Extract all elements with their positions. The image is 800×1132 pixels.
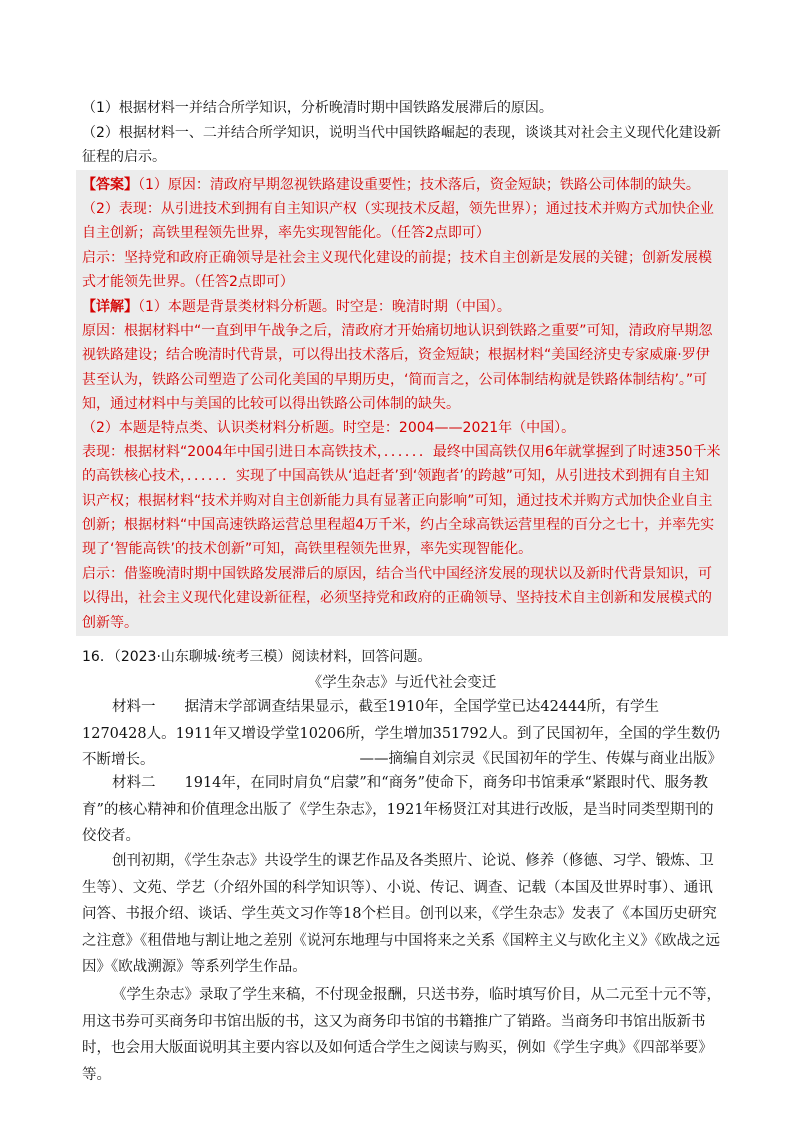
material-1-source: ——摘编自刘宗灵《民国初年的学生、传媒与商业出版》 bbox=[359, 751, 722, 767]
detail-line-3: （2）本题是特点类、认识类材料分析题。时空是：2004——2021年（中国）。 bbox=[82, 420, 576, 436]
answer-text-1: （1）原因：清政府早期忽视铁路建设重要性；技术落后，资金短缺；铁路公司体制的缺失。 bbox=[138, 177, 700, 193]
answer-line-1 bbox=[82, 173, 722, 197]
question-1: （1）根据材料一并结合所学知识，分析晚清时期中国铁路发展滞后的原因。 bbox=[82, 100, 553, 116]
detail-line-1 bbox=[82, 295, 722, 319]
material-1: 材料一 据清末学部调查结果显示，截至1910年，全国学堂已达42444所，有学生1270428人。1911年又增设学堂10206所，学生增加351792人。到了民国初年，全国的学生数仍不断增长。 bbox=[82, 699, 720, 768]
answer-tag: 【答案】 bbox=[82, 177, 138, 193]
detail-text-1: （1）本题是背景类材料分析题。时空是：晚清时期（中国）。 bbox=[138, 299, 511, 315]
detail-line-4: 表现：根据材料“2004年中国引进日本高铁技术，．．．．．．最终中国高铁仅用6年就掌握到了时速350千米的高铁核心技术，．．．．．．实现了中国高铁从‘追赶者’到‘领跑者’的跨越”可知，从引进技术到拥有自主知识产权；根据材料“技术并购对自主创新能力具有显著正向影响”可知，通过技术并购方式加快企业自主创新；根据材料“中国高速铁路运营总里程超4万千米，约占全球高铁运营里程的百分之七十，并率先实现了‘智能高铁’的技术创新”可知，高铁里程领先世界，率先实现智能化。 bbox=[82, 444, 721, 558]
question-16-intro: 16．（2023·山东聊城·统考三模）阅读材料，回答问题。 bbox=[82, 649, 432, 665]
detail-line-5: 启示：借鉴晚清时期中国铁路发展滞后的原因，结合当代中国经济发展的现状以及新时代背景知识，可以得出，社会主义现代化建设新征程，必须坚持党和政府的正确领导、坚持技术自主创新和发展模式的创新等。 bbox=[82, 566, 712, 631]
answer-line-2: （2）表现：从引进技术到拥有自主知识产权（实现技术反超，领先世界）；通过技术并购方式加快企业自主创新；高铁里程领先世界，率先实现智能化。（任答2点即可） bbox=[82, 201, 714, 242]
material-title: 《学生杂志》与近代社会变迁 bbox=[307, 675, 497, 691]
answer-line-3: 启示：坚持党和政府正确领导是社会主义现代化建设的前提；技术自主创新是发展的关键；创新发展模式才能领先世界。（任答2点即可） bbox=[82, 250, 712, 291]
question-2: （2）根据材料一、二并结合所学知识，说明当代中国铁路崛起的表现，谈谈其对社会主义现代化建设新征程的启示。 bbox=[82, 125, 721, 165]
material-2-paragraph-3: 《学生杂志》录取了学生来稿，不付现金报酬，只送书券，临时填写价目，从二元至十元不等，用这书券可买商务印书馆出版的书，这又为商务印书馆的书籍推广了销路。当商务印书馆出版新书时，也会用大版面说明其主要内容以及如何适合学生之阅读与购买，例如《学生字典》《四部举要》等。 bbox=[82, 987, 721, 1083]
detail-line-2: 原因：根据材料中“一直到甲午战争之后，清政府才开始痛切地认识到铁路之重要”可知，清政府早期忽视铁路建设；结合晚清时代背景，可以得出技术落后，资金短缺；根据材料“美国经济史专家威廉·罗伊甚至认为，铁路公司塑造了公司化美国的早期历史，‘简而言之，公司体制结构就是铁路体制结构’。”可知，通过材料中与美国的比较可以得出铁路公司体制的缺失。 bbox=[82, 323, 713, 412]
material-2: 材料二 1914年，在同时肩负“启蒙”和“商务”使命下，商务印书馆秉承“紧跟时代、服务教育”的核心精神和价值理念出版了《学生杂志》，1921年杨贤江对其进行改版，是当时同类型期刊的佼佼者。 bbox=[82, 775, 714, 844]
detail-tag: 【详解】 bbox=[82, 299, 138, 315]
material-2-paragraph-2: 创刊初期，《学生杂志》共设学生的课艺作品及各类照片、论说、修养（修德、习学、锻炼、卫生等）、文苑、学艺（介绍外国的科学知识等）、小说、传记、调查、记载（本国及世界时事）、通讯问答、书报介绍、谈话、学生英文习作等18个栏目。创刊以来，《学生杂志》发表了《本国历史研究之注意》《租借地与割让地之差别《说河东地理与中国将来之关系《国粹主义与欧化主义》《欧战之远因》《欧战溯源》等系列学生作品。 bbox=[82, 853, 720, 975]
